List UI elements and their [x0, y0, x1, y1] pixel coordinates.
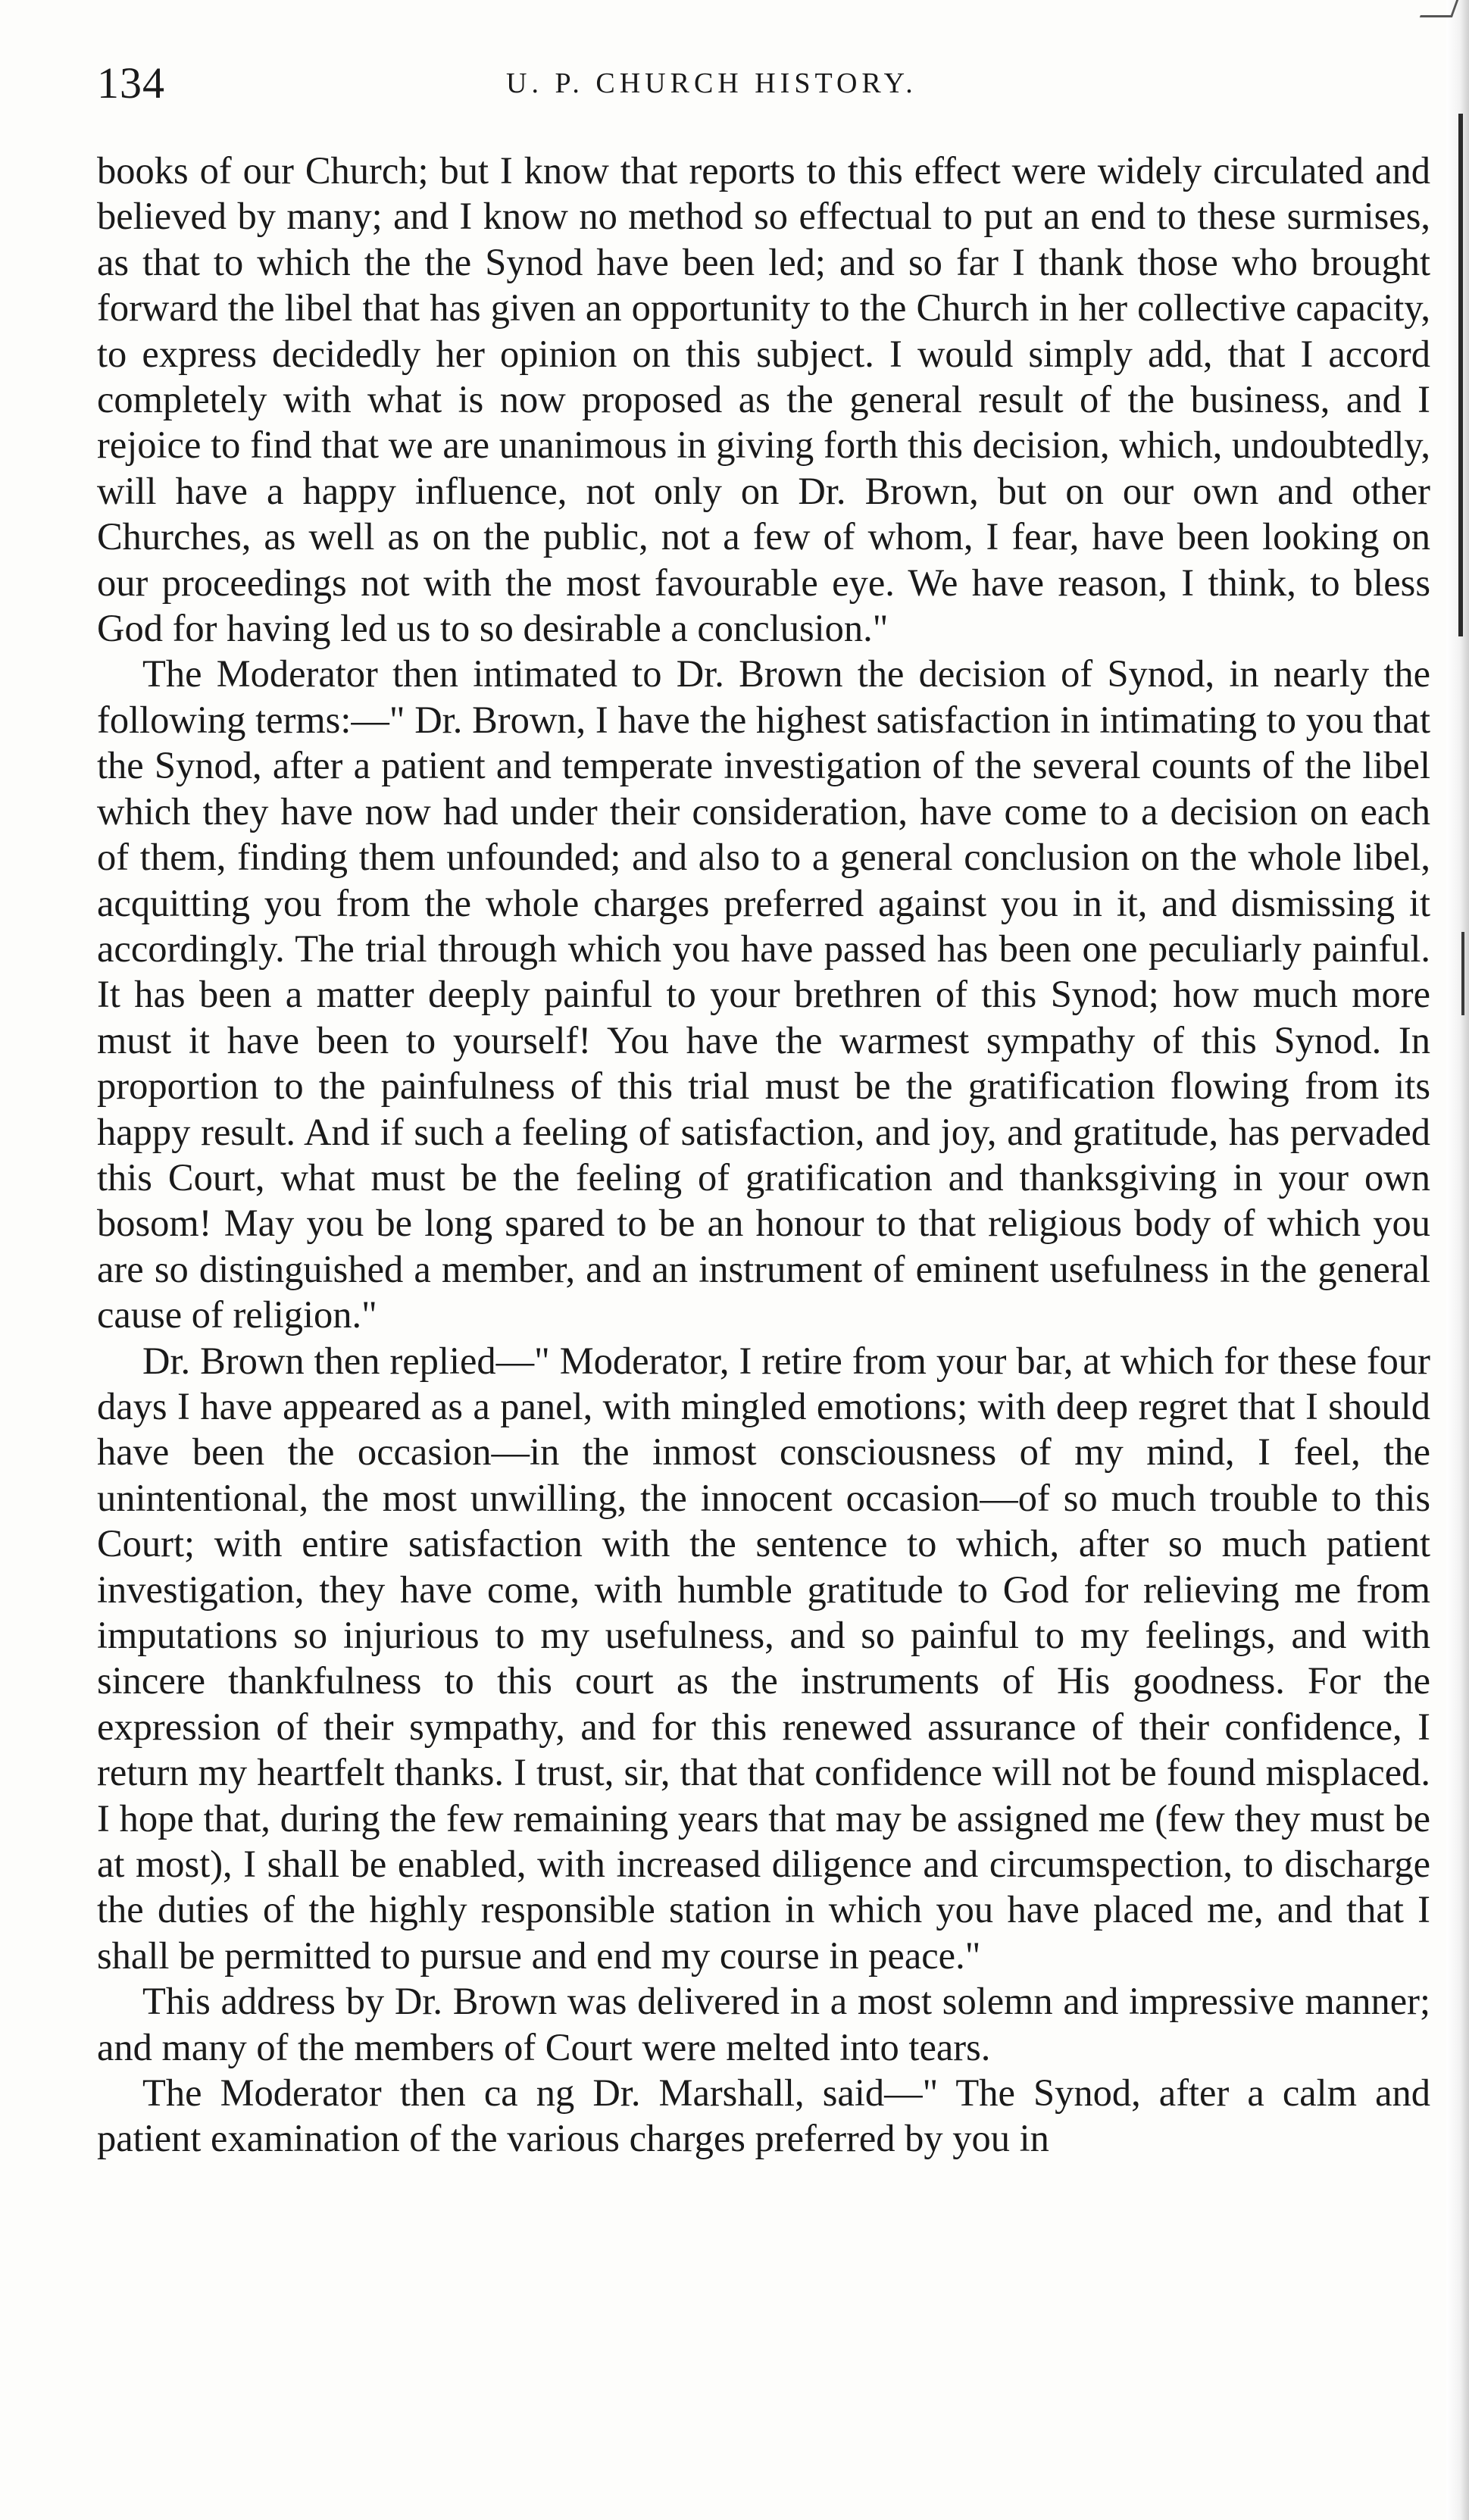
page-edge-shadow	[1446, 0, 1469, 2520]
page-corner-mark	[1420, 0, 1458, 17]
running-head: U. P. CHURCH HISTORY.	[506, 67, 917, 99]
paragraph-1: books of our Church; but I know that reports to this effect were widely circulated and believed by many; and I know no method so effectual to put an end to these surmises, as that to which the the Synod have been led; and so far I thank those who brought forward the libel that has given an opportunity to the Church in her collective capacity, to express decidedly her opinion on this subject. I would simply add, that I accord completely with what is now proposed as the general result of the business, and I rejoice to find that we are unanimous in giving forth this decision, which, undoubtedly, will have a happy influence, not only on Dr. Brown, but on our own and other Churches, as well as on the public, not a few of whom, I fear, have been looking on our proceedings not with the most favourable eye. We have reason, I think, to bless God for having led us to so desirable a conclusion."	[97, 149, 1430, 650]
paragraph-3: Dr. Brown then replied—" Moderator, I retire from your bar, at which for these four days I have appeared as a panel, with mingled emotions; with deep regret that I should have been the occasion—in the inmost consciousness of my mind, I feel, the unintentional, the most unwilling, the innocent occasion—of so much trouble to this Court; with entire satisfaction with the sentence to which, after so much patient investigation, they have come, with humble gratitude to God for relieving me from imputations so injurious to my usefulness, and so painful to my feelings, and with sincere thankfulness to this court as the instruments of His goodness. For the expression of their sympathy, and for this renewed assurance of their confidence, I return my heartfelt thanks. I trust, sir, that that confidence will not be found misplaced. I hope that, during the few remaining years that may be assigned me (few they must be at most), I shall be enabled, with increased diligence and circumspection, to discharge the duties of the highly responsible station in which you have placed me, and that I shall be permitted to pursue and end my course in peace."	[97, 1339, 1430, 1977]
binding-edge-line	[1458, 114, 1463, 636]
paragraph-2: The Moderator then intimated to Dr. Brown the decision of Synod, in nearly the following terms:—" Dr. Brown, I have the highest satisfaction in intimating to you that the Synod, after a patient and temperate investigation of the several counts of the libel which they have now had under their consideration, have come to a decision on each of them, finding them unfounded; and also to a general conclusion on the whole libel, acquitting you from the whole charges preferred against you in it, and dismissing it accordingly. The trial through which you have passed has been one peculiarly painful. It has been a matter deeply painful to your brethren of this Synod; how much more must it have been to yourself! You have the warmest sympathy of this Synod. In proportion to the painfulness of this trial must be the gratification flowing from its happy result. And if such a feeling of satisfaction, and joy, and gratitude, has pervaded this Court, what must be the feeling of gratification and thanksgiving in your own bosom! May you be long spared to be an honour to that religious body of which you are so distinguished a member, and an instrument of eminent usefulness in the general cause of religion."	[97, 652, 1430, 1337]
body-text	[97, 148, 1430, 2162]
page-number: 134	[97, 58, 165, 108]
page-header	[97, 44, 1339, 120]
binding-edge-tick	[1461, 932, 1464, 1015]
paragraph-4: This address by Dr. Brown was delivered in a most solemn and impressive manner; and many of the members of Court were melted into tears.	[97, 1980, 1430, 2068]
paragraph-5: The Moderator then ca ng Dr. Marshall, said—" The Synod, after a calm and patient examination of the various charges preferred by you in	[97, 2071, 1430, 2160]
